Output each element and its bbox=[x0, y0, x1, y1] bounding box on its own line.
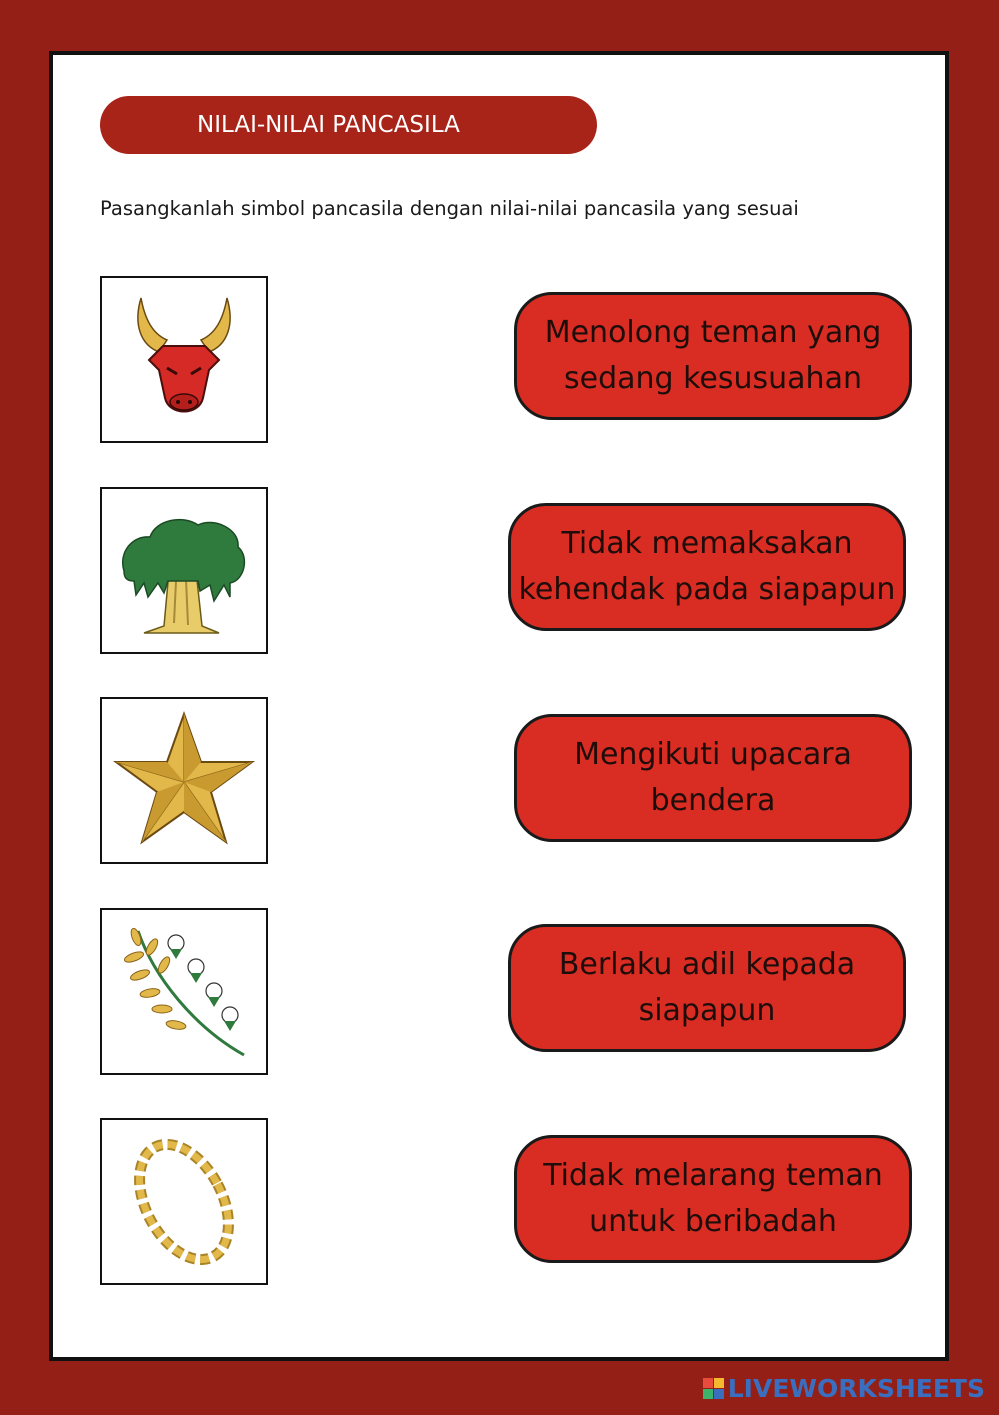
banyan-tree-icon bbox=[114, 501, 254, 641]
symbol-box-bull bbox=[100, 276, 268, 443]
answer-option-1[interactable]: Menolong teman yang sedang kesusuahan bbox=[514, 292, 912, 420]
symbol-box-chain bbox=[100, 1118, 268, 1285]
answer-option-3[interactable]: Mengikuti upacara bendera bbox=[514, 714, 912, 842]
bull-head-icon bbox=[119, 290, 249, 430]
page-title-text: NILAI-NILAI PANCASILA bbox=[197, 112, 460, 138]
star-icon bbox=[109, 706, 259, 856]
instruction-text: Pasangkanlah simbol pancasila dengan nilai-nilai pancasila yang sesuai bbox=[100, 197, 799, 220]
liveworksheets-logo[interactable] bbox=[703, 1374, 985, 1403]
answer-option-4[interactable]: Berlaku adil kepada siapapun bbox=[508, 924, 906, 1052]
symbol-box-rice-cotton bbox=[100, 908, 268, 1075]
symbol-box-star bbox=[100, 697, 268, 864]
answer-option-2[interactable]: Tidak memaksakan kehendak pada siapapun bbox=[508, 503, 906, 631]
worksheet-page bbox=[49, 51, 949, 1361]
liveworksheets-logo-icon bbox=[703, 1378, 724, 1399]
page-title bbox=[100, 96, 597, 154]
symbol-box-tree bbox=[100, 487, 268, 654]
chain-icon bbox=[114, 1127, 254, 1277]
liveworksheets-brand-text: LIVEWORKSHEETS bbox=[727, 1374, 985, 1403]
answer-option-5[interactable]: Tidak melarang teman untuk beribadah bbox=[514, 1135, 912, 1263]
rice-cotton-icon bbox=[114, 917, 254, 1067]
